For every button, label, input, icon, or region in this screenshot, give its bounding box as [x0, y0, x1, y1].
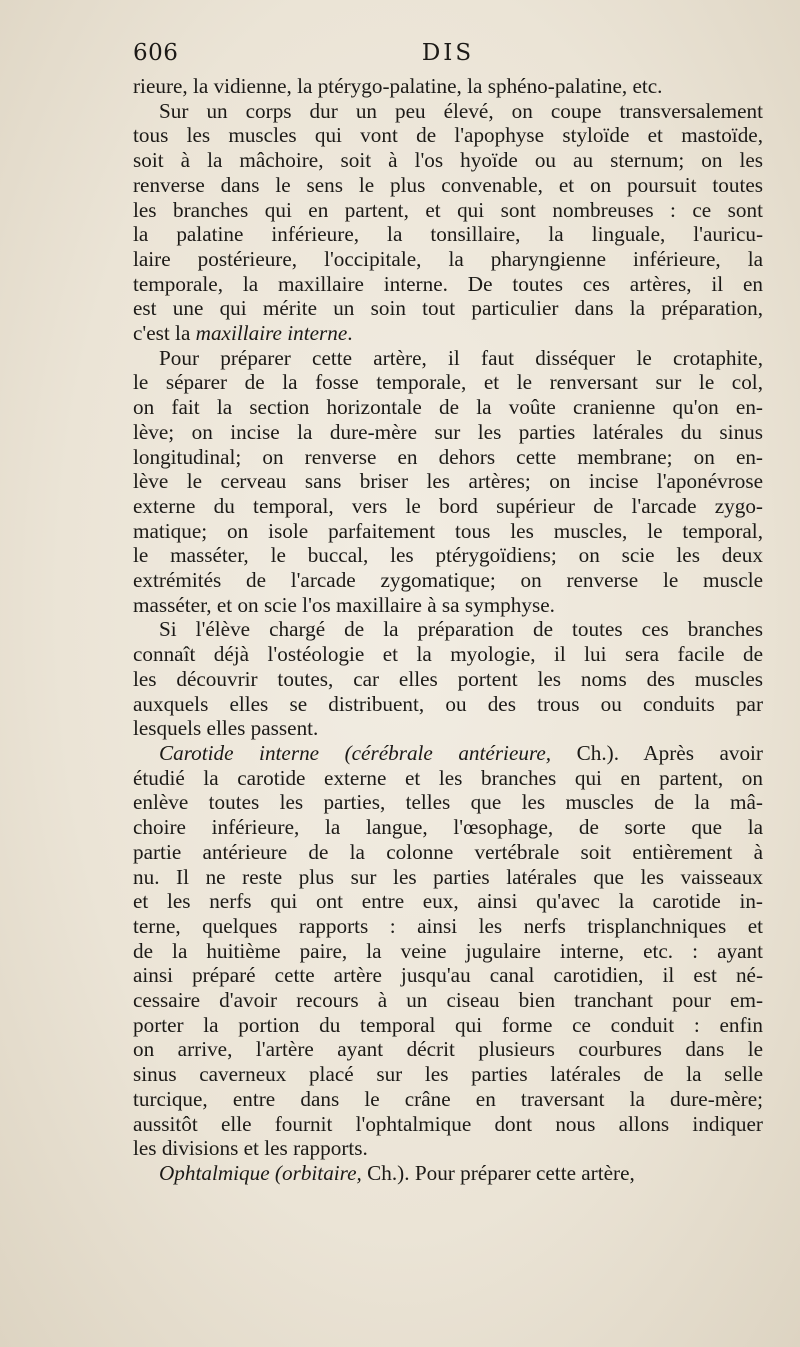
text-line: turcique, entre dans le crâne en traversant la dure-mère;: [133, 1086, 763, 1111]
text-line: ainsi préparé cette artère jusqu'au canal carotidien, il est né-: [133, 963, 763, 988]
text-line: soit à la mâchoire, soit à l'os hyoïde ou au sternum; on les: [133, 148, 763, 173]
text-line: temporale, la maxillaire interne. De toutes ces artères, il en: [133, 271, 763, 296]
paragraph: [133, 1161, 763, 1186]
text-line: Carotide interne (cérébrale antérieure, Ch.). Après avoir: [159, 740, 763, 765]
paragraph: [133, 346, 763, 618]
text-line: le masséter, le buccal, les ptérygoïdiens; on scie les deux: [133, 543, 763, 568]
text-line: matique; on isole parfaitement tous les muscles, le temporal,: [133, 518, 763, 543]
text-line: auxquels elles se distribuent, ou des trous ou conduits par: [133, 691, 763, 716]
text-line: externe du temporal, vers le bord supérieur de l'arcade zygo-: [133, 493, 763, 518]
text-line: les découvrir toutes, car elles portent les noms des muscles: [133, 666, 763, 691]
section-heading-italic: Ophtalmique (orbitaire,: [159, 1160, 362, 1185]
section-heading-italic: Carotide interne (cérébrale antérieure,: [159, 740, 552, 765]
text-line: enlève toutes les parties, telles que les muscles de la mâ-: [133, 790, 763, 815]
text-line: on fait la section horizontale de la voûte cranienne qu'on en-: [133, 395, 763, 420]
text-line: renverse dans le sens le plus convenable, et on poursuit toutes: [133, 172, 763, 197]
page-number: 606: [133, 40, 179, 66]
text-line: on arrive, l'artère ayant décrit plusieurs courbures dans le: [133, 1037, 763, 1062]
text-line: partie antérieure de la colonne vertébrale soit entièrement à: [133, 839, 763, 864]
running-head: DIS: [421, 40, 475, 66]
text-line: la palatine inférieure, la tonsillaire, la linguale, l'auricu-: [133, 222, 763, 247]
text-line: choire inférieure, la langue, l'œsophage, de sorte que la: [133, 815, 763, 840]
text-line: masséter, et on scie l'os maxillaire à sa symphyse.: [133, 592, 555, 617]
body-text: [133, 74, 763, 1186]
section-heading-roman: Ch.).: [361, 1160, 410, 1185]
text-line: et les nerfs qui ont entre eux, ainsi qu'avec la carotide in-: [133, 889, 763, 914]
text-line: étudié la carotide externe et les branches qui en partent, on: [133, 765, 763, 790]
section-heading-roman: Ch.).: [551, 740, 619, 765]
text-line: terne, quelques rapports : ainsi les nerfs trisplanchniques et: [133, 913, 763, 938]
text-line: cessaire d'avoir recours à un ciseau bien tranchant pour em-: [133, 988, 763, 1013]
text-line: les branches qui en partent, et qui sont nombreuses : ce sont: [133, 197, 763, 222]
paragraph: [133, 99, 763, 346]
text-line: est une qui mérite un soin tout particulier dans la préparation,: [133, 296, 763, 321]
text-line: c'est la maxillaire interne.: [133, 321, 353, 346]
paragraph: [133, 74, 763, 99]
text-line: lève; on incise la dure-mère sur les parties latérales du sinus: [133, 419, 763, 444]
text-line: Sur un corps dur un peu élevé, on coupe transversalement: [159, 98, 763, 123]
text-line: Pour préparer cette artère, il faut disséquer le crotaphite,: [159, 345, 763, 370]
text-line: tous les muscles qui vont de l'apophyse styloïde et mastoïde,: [133, 123, 763, 148]
text-line: nu. Il ne reste plus sur les parties latérales que les vaisseaux: [133, 864, 763, 889]
text-line: rieure, la vidienne, la ptérygo-palatine, la sphéno-palatine, etc.: [133, 74, 663, 98]
paragraph: [133, 617, 763, 741]
paragraph: [133, 741, 763, 1161]
text-line: aussitôt elle fournit l'ophtalmique dont nous allons indiquer: [133, 1111, 763, 1136]
text-line: Ophtalmique (orbitaire, Ch.). Pour préparer cette artère,: [159, 1160, 635, 1185]
text-line: les divisions et les rapports.: [133, 1136, 368, 1161]
text-line: laire postérieure, l'occipitale, la pharyngienne inférieure, la: [133, 246, 763, 271]
text-line: Si l'élève chargé de la préparation de toutes ces branches: [159, 617, 763, 642]
page-header: [133, 40, 763, 74]
text-line: le séparer de la fosse temporale, et le renversant sur le col,: [133, 370, 763, 395]
text-line: sinus caverneux placé sur les parties latérales de la selle: [133, 1062, 763, 1087]
text-line: extrémités de l'arcade zygomatique; on renverse le muscle: [133, 568, 763, 593]
text-line: lesquels elles passent.: [133, 716, 319, 741]
text-line: connaît déjà l'ostéologie et la myologie, il lui sera facile de: [133, 642, 763, 667]
text-line: lève le cerveau sans briser les artères; on incise l'aponévrose: [133, 469, 763, 494]
text-line: longitudinal; on renverse en dehors cette membrane; on en-: [133, 444, 763, 469]
text-line: de la huitième paire, la veine jugulaire interne, etc. : ayant: [133, 938, 763, 963]
text-line: porter la portion du temporal qui forme ce conduit : enfin: [133, 1012, 763, 1037]
